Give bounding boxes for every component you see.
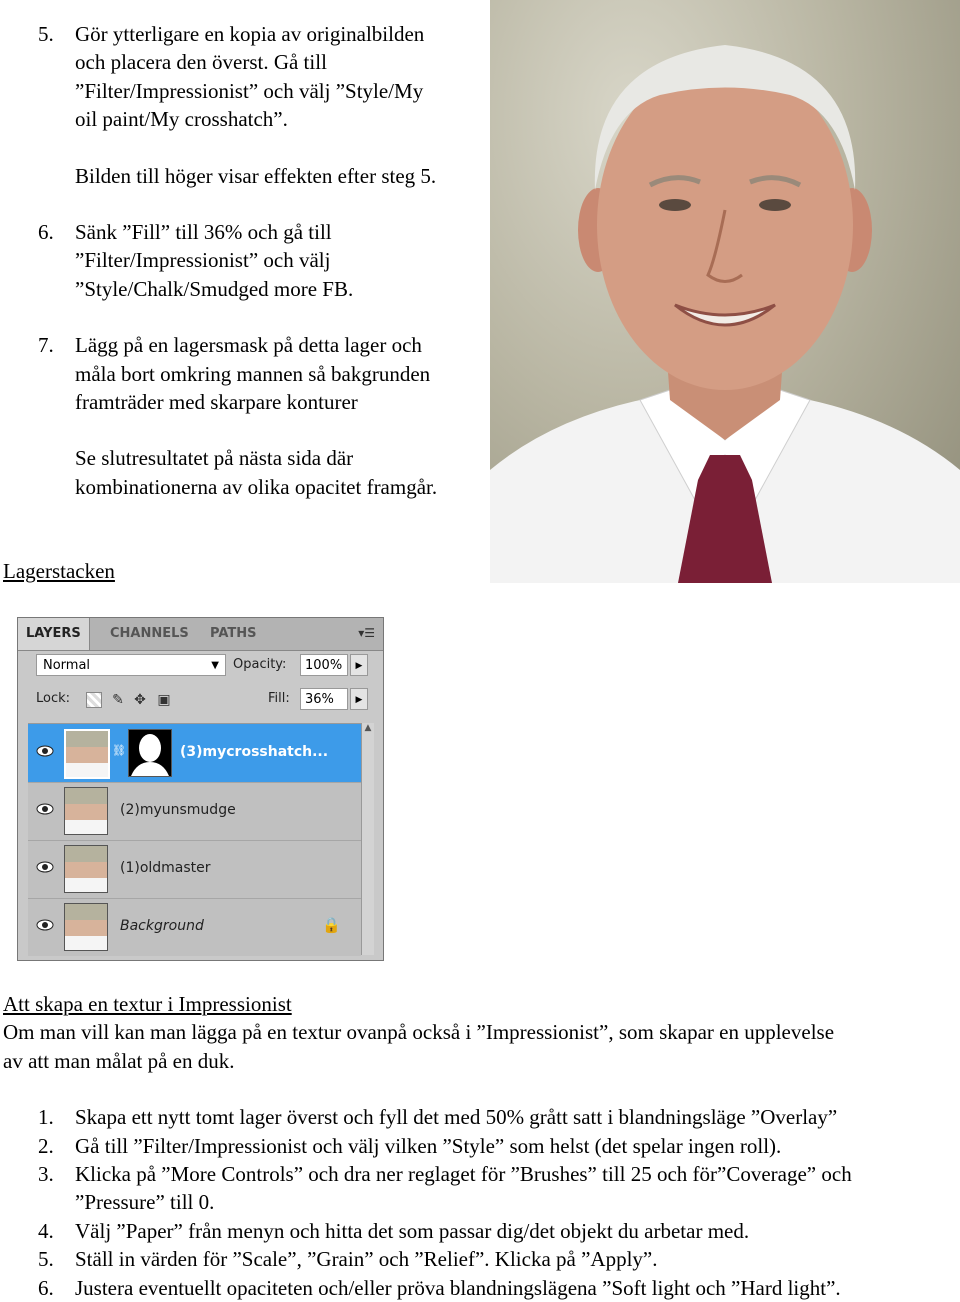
layer-thumbnail — [64, 845, 108, 893]
panel-menu-icon[interactable]: ▾☰ — [358, 626, 375, 640]
lock-fill-row — [28, 688, 373, 718]
step-line: ”Filter/Impressionist” och välj — [75, 248, 331, 273]
fill-input[interactable]: 36% — [300, 688, 348, 710]
opacity-label: Opacity: — [233, 657, 287, 672]
opacity-stepper-icon[interactable]: ▶ — [350, 654, 368, 676]
lock-icon: 🔒 — [322, 916, 341, 934]
eye-icon[interactable] — [36, 744, 54, 758]
texture-section — [3, 990, 953, 1302]
texture-step — [38, 1245, 953, 1273]
portrait-illustration — [490, 0, 960, 583]
fill-stepper-icon[interactable]: ▶ — [350, 688, 368, 710]
layer-name: (2)myunsmudge — [120, 802, 236, 818]
layer-mask-thumbnail[interactable] — [128, 729, 172, 777]
layer-stack-heading: Lagerstacken — [3, 559, 115, 583]
fill-label: Fill: — [268, 691, 290, 706]
opacity-input[interactable]: 100% — [300, 654, 348, 676]
note-effect: Bilden till höger visar effekten efter steg 5. — [75, 163, 437, 188]
step-line: Klicka på ”More Controls” och dra ner reglaget för ”Brushes” till 25 och för”Coverage” och — [75, 1162, 852, 1187]
layer-row[interactable] — [28, 782, 361, 841]
step-number: 4. — [38, 1218, 54, 1243]
step-line: och placera den överst. Gå till — [75, 50, 327, 75]
step-line: Skapa ett nytt tomt lager överst och fyll det med 50% grått satt i blandningsläge ”Overlay” — [75, 1105, 838, 1130]
step-6 — [38, 218, 488, 303]
step-line: Välj ”Paper” från menyn och hitta det som passar dig/det objekt du arbetar med. — [75, 1218, 750, 1243]
layer-row[interactable] — [28, 840, 361, 899]
step-line: oil paint/My crosshatch”. — [75, 107, 288, 132]
texture-heading: Att skapa en textur i Impressionist — [3, 992, 292, 1016]
texture-steps — [3, 1103, 953, 1302]
step-number: 1. — [38, 1105, 54, 1130]
chevron-down-icon: ▼ — [211, 660, 219, 671]
step-7 — [38, 331, 488, 416]
step-line: framträder med skarpare konturer — [75, 390, 358, 415]
note-line: Se slutresultatet på nästa sida där — [75, 446, 354, 471]
top-steps — [38, 20, 488, 501]
step-number: 2. — [38, 1133, 54, 1158]
layer-name: (1)oldmaster — [120, 860, 211, 876]
lock-brush-icon[interactable]: ✎ — [112, 692, 124, 708]
tab-channels[interactable]: CHANNELS — [110, 626, 189, 641]
layer-row[interactable] — [28, 898, 361, 956]
layer-row[interactable] — [28, 724, 361, 783]
layers-panel — [17, 617, 384, 961]
step-line: måla bort omkring mannen så bakgrunden — [75, 361, 431, 386]
layers-scrollbar[interactable] — [361, 723, 374, 955]
tab-layers[interactable]: LAYERS — [18, 618, 90, 650]
step-line: ”Filter/Impressionist” och välj ”Style/My — [75, 78, 424, 103]
step-line: Ställ in värden för ”Scale”, ”Grain” och ”Relief”. Klicka på ”Apply”. — [75, 1247, 658, 1272]
layer-name: Background — [120, 918, 204, 934]
texture-step — [38, 1132, 953, 1160]
step-number: 6. — [38, 1275, 54, 1300]
layer-thumbnail — [64, 903, 108, 951]
step-line: Gör ytterligare en kopia av originalbilden — [75, 22, 425, 46]
texture-step — [38, 1217, 953, 1245]
step-number: 7. — [38, 333, 54, 358]
step-line: Lägg på en lagersmask på detta lager och — [75, 333, 422, 358]
eye-icon[interactable] — [36, 918, 54, 932]
blend-mode-select[interactable] — [36, 654, 226, 676]
step-line: Justera eventuellt opaciteten och/eller pröva blandningslägena ”Soft light och ”Hard light”. — [75, 1275, 841, 1300]
eye-icon[interactable] — [36, 802, 54, 816]
link-icon[interactable]: ⛓ — [112, 744, 126, 757]
texture-intro-line: Om man vill kan man lägga på en textur ovanpå också i ”Impressionist”, som skapar en upplevelse — [3, 1020, 835, 1045]
layer-thumbnail — [64, 787, 108, 835]
note-result — [38, 444, 488, 501]
layers-list — [28, 723, 361, 956]
panel-tabs — [18, 618, 383, 651]
step-number: 5. — [38, 22, 54, 46]
step-line: ”Pressure” till 0. — [75, 1190, 215, 1215]
blend-mode-value: Normal — [43, 658, 91, 673]
note-line: kombinationerna av olika opacitet framgår. — [75, 474, 438, 499]
blend-opacity-row — [28, 654, 373, 682]
texture-step — [38, 1160, 953, 1217]
scroll-up-icon[interactable]: ▲ — [364, 723, 372, 733]
portrait-photo — [490, 0, 960, 583]
step-number: 3. — [38, 1162, 54, 1187]
texture-intro-line: av att man målat på en duk. — [3, 1048, 235, 1073]
step-line: Sänk ”Fill” till 36% och gå till — [75, 220, 332, 245]
texture-step — [38, 1103, 953, 1131]
step-number: 6. — [38, 220, 54, 245]
lock-transparency-icon[interactable] — [86, 692, 102, 708]
eye-icon[interactable] — [36, 860, 54, 874]
tab-paths[interactable]: PATHS — [210, 626, 257, 641]
lock-move-icon[interactable]: ✥ — [134, 692, 146, 708]
step-number: 5. — [38, 1247, 54, 1272]
step-line: Gå till ”Filter/Impressionist och välj vilken ”Style” som helst (det spelar ingen roll). — [75, 1133, 782, 1158]
layer-name: (3)mycrosshatch... — [180, 744, 329, 760]
step-5 — [38, 20, 488, 134]
layer-thumbnail — [64, 729, 110, 779]
lock-all-icon[interactable]: ▣ — [157, 692, 171, 708]
lock-label: Lock: — [36, 691, 71, 706]
texture-step — [38, 1274, 953, 1302]
step-line: ”Style/Chalk/Smudged more FB. — [75, 276, 354, 301]
